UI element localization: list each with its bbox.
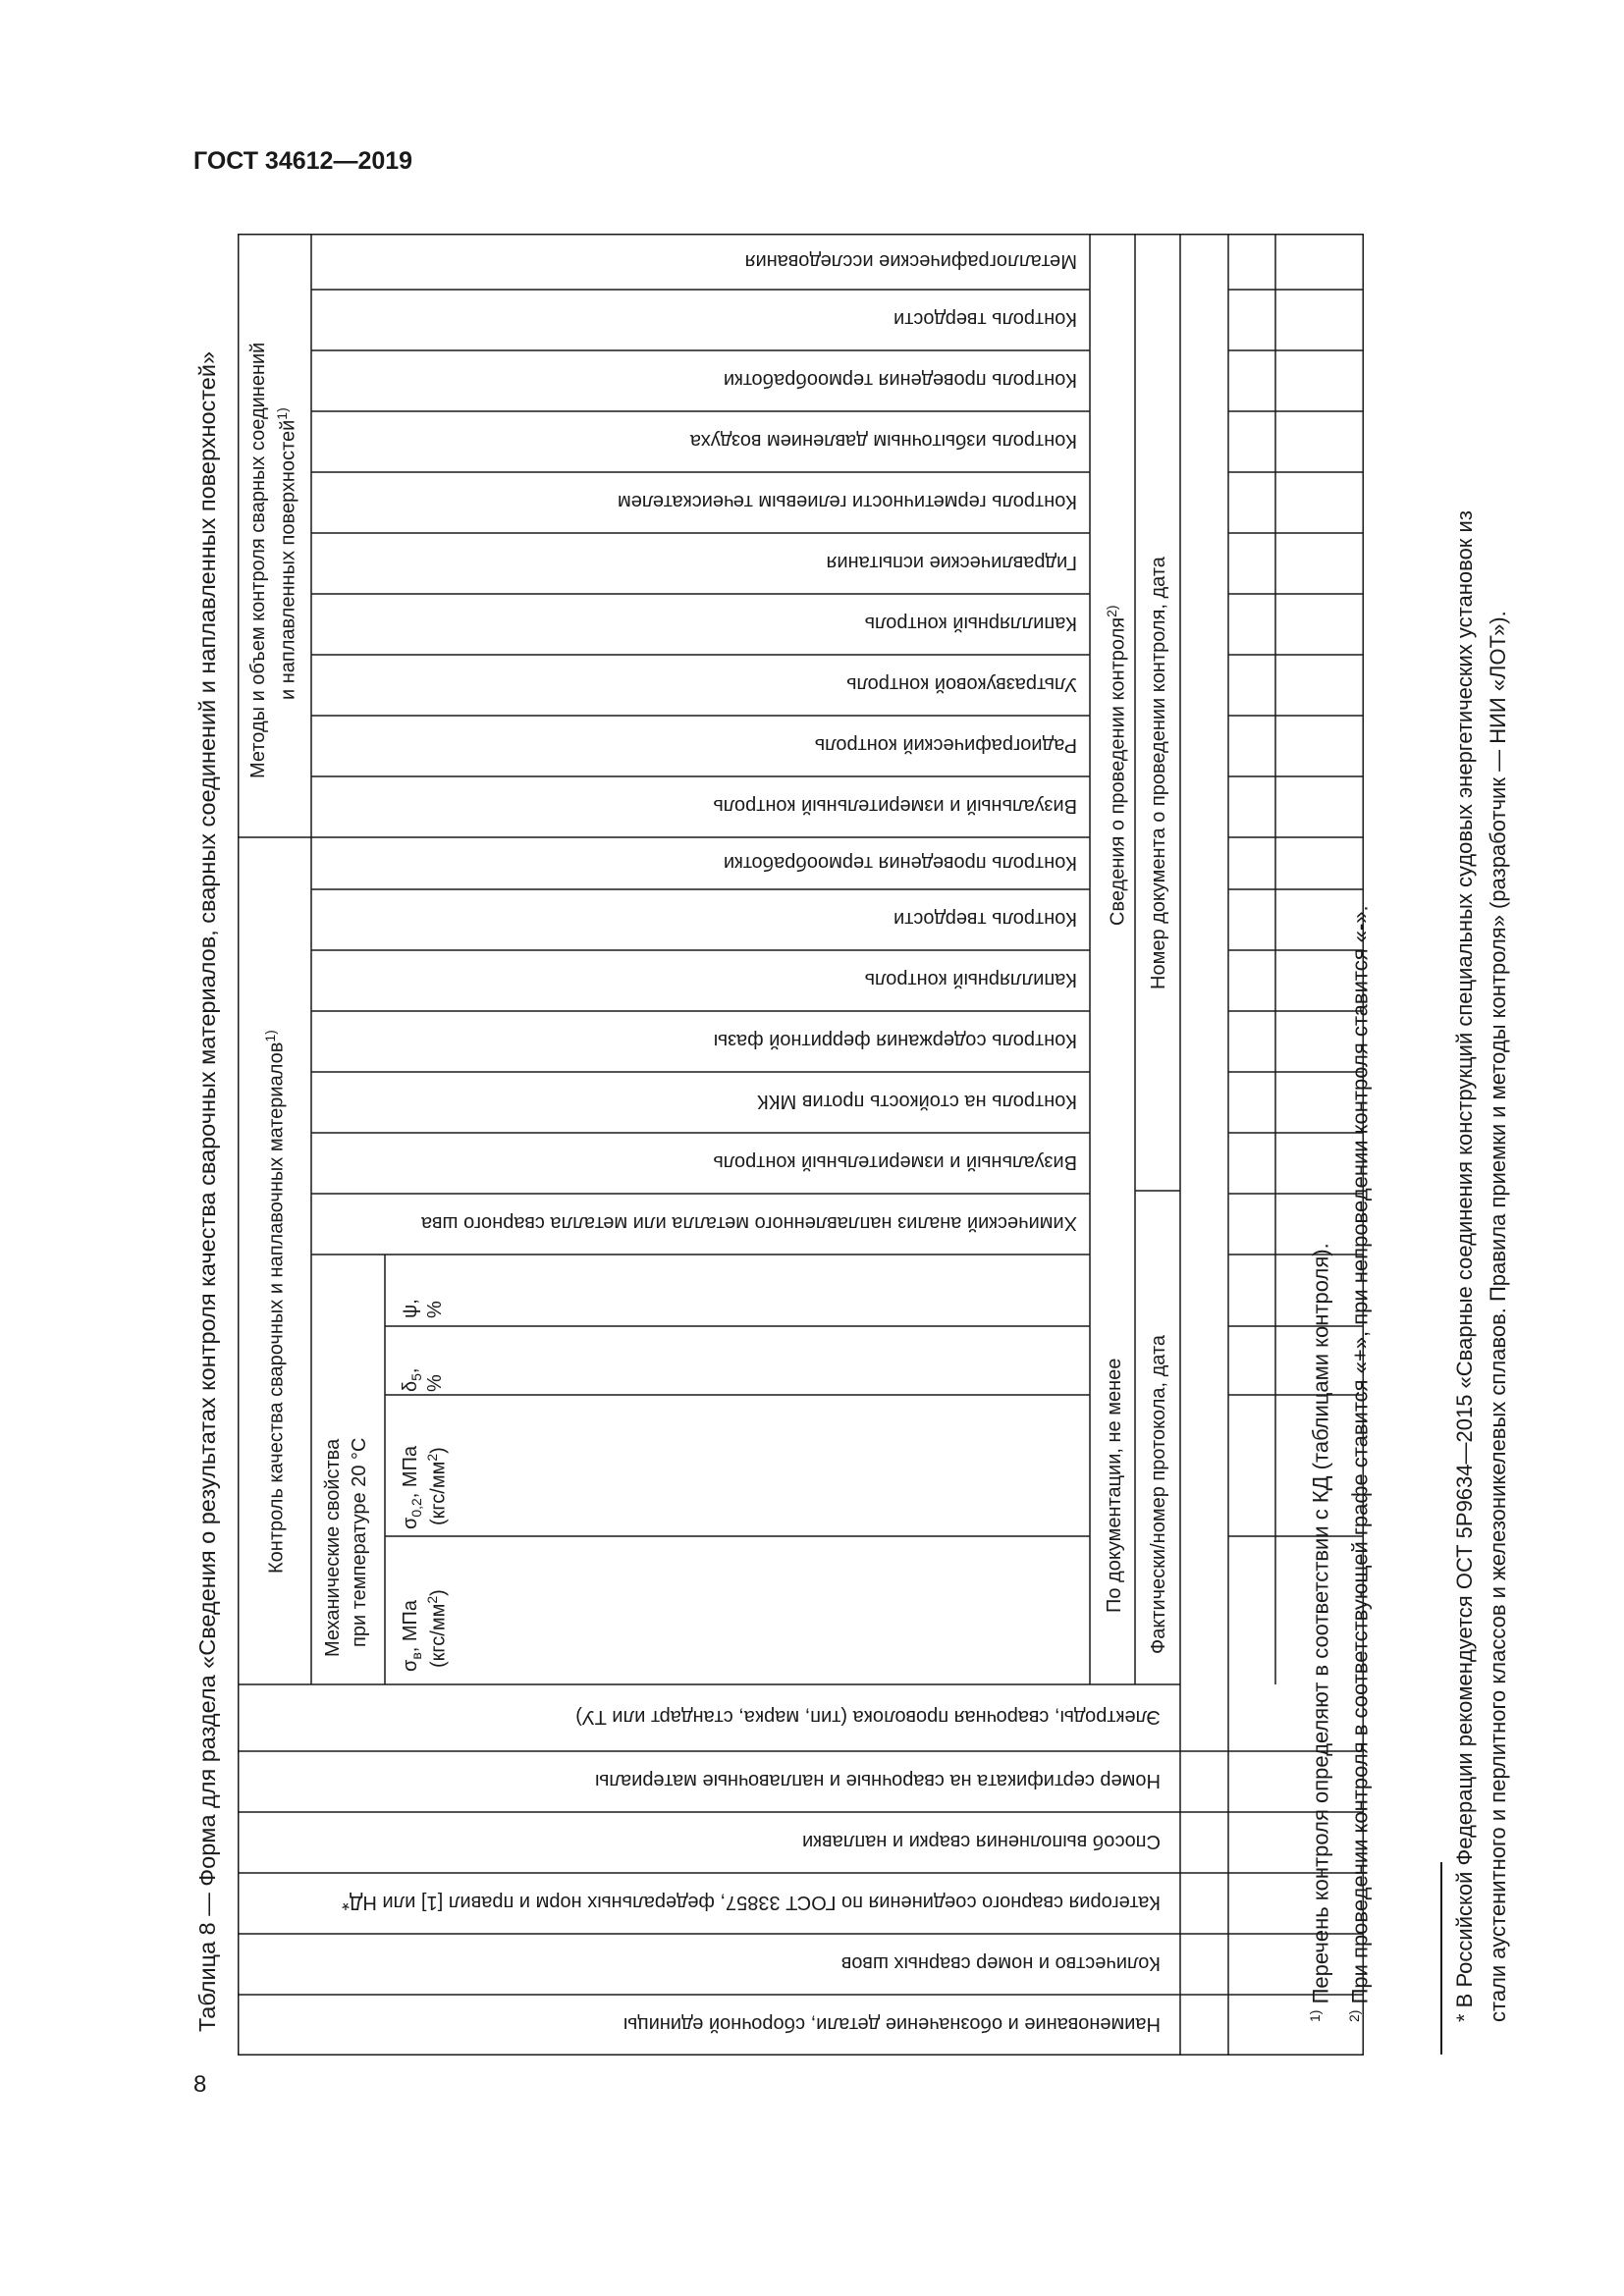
- mech-prop-label: $\sigma_в$, МПа: [400, 1599, 424, 1672]
- bottom-note: * В Российской Федерации рекомендуется ОСТ 5Р9634—2015 «Сварные соединения конструкций специальных судовых энергетических установок из стали аустенитного и перлитного классов и железоникелевых сплавов. Правила приемки и методы контроля» (разработчик — НИИ «ЛОТ»).: [1452, 510, 1510, 2022]
- mech-title-1: Механические свойства: [322, 1438, 344, 1657]
- group2-title-2: и наплавленных поверхностей$^{1)}$: [274, 407, 299, 700]
- group1-item-label: Контроль твердости: [893, 908, 1077, 930]
- group2-item-label: Радиографический контроль: [814, 734, 1077, 756]
- by-docs-label: По документации, не менее: [1104, 1358, 1125, 1613]
- row-header-label: Категория сварного соединения по ГОСТ 33857, федеральных норм и правил [1] или НД*: [342, 1892, 1161, 1913]
- mech-title-2: при температуре 20 °С: [349, 1437, 370, 1647]
- mech-prop-unit: %: [424, 1301, 446, 1318]
- group1-title: Контроль качества сварочных и наплавочных материалов$^{1)}$: [262, 1030, 288, 1574]
- page-number: 8: [193, 2071, 207, 2098]
- group2-item-label: Визуальный и измерительный контроль: [713, 795, 1077, 817]
- group2-item-label: Контроль герметичности гелиевым течеискателем: [617, 491, 1077, 512]
- group2-item-label: Ультразвуковой контроль: [846, 673, 1077, 695]
- row-header-label: Номер сертификата на сварочные и наплавочные материалы: [594, 1770, 1161, 1791]
- mech-prop-unit: $(кгс/мм^2)$: [424, 1589, 450, 1668]
- mech-prop-label: ψ,: [400, 1299, 421, 1318]
- group2-item-label: Контроль проведения термообработки: [723, 369, 1077, 391]
- group1-item-label: Контроль содержания ферритной фазы: [713, 1030, 1077, 1051]
- group2-item-label: Контроль избыточным давлением воздуха: [689, 430, 1077, 452]
- group1-item-label: Капиллярный контроль: [864, 969, 1077, 990]
- group1-item-label: Контроль проведения термообработки: [723, 851, 1077, 874]
- mech-prop-unit: $(кгс/мм^2)$: [424, 1447, 450, 1525]
- actual-label: Фактически/номер протокола, дата: [1148, 1334, 1169, 1654]
- footnote-2: $^{2)}$ При проведении контроля в соответствующей графе ставится «+», при непроведении контроля ставится «-».: [1346, 905, 1373, 2022]
- group1-item-label: Контроль на стойкость против МКК: [757, 1091, 1077, 1112]
- mech-prop-label: $\sigma_{0,2}$, МПа: [400, 1445, 424, 1529]
- doc-number-label: Номер документа о проведении контроля, дата: [1148, 557, 1169, 989]
- row-header-label: Количество и номер сварных швов: [840, 1952, 1161, 1974]
- group1-item-label: Химический анализ наплавленного металла или металла сварного шва: [420, 1212, 1077, 1234]
- group1-item-label: Визуальный и измерительный контроль: [713, 1151, 1077, 1173]
- footnote-1: $^{1)}$ Перечень контроля определяют в соответствии с КД (таблицами контроля).: [1307, 1243, 1333, 2022]
- group2-item-label: Капиллярный контроль: [864, 613, 1077, 634]
- footnotes: [1298, 206, 1378, 2022]
- info-label: Сведения о проведении контроля$^{2)}$: [1104, 605, 1129, 926]
- row-header-label: Способ выполнения сварки и наплавки: [802, 1831, 1161, 1852]
- group2-item-label: Гидравлические испытания: [826, 552, 1077, 573]
- row-header-label: Наименование и обозначение детали, сборочной единицы: [623, 2013, 1161, 2035]
- mech-prop-unit: %: [424, 1374, 446, 1392]
- footnote-divider: [1440, 1862, 1442, 2055]
- mech-prop-label: $\delta_5$,: [400, 1367, 424, 1392]
- group2-item-label: Металлографические исследования: [744, 249, 1077, 272]
- group2-title-1: Методы и объем контроля сварных соединений: [247, 342, 269, 778]
- document-header: ГОСТ 34612—2019: [193, 147, 413, 175]
- table-caption: Таблица 8 — Форма для раздела «Сведения о результатах контроля качества сварочных материалов, сварных соединений и наплавленных поверхностей»: [194, 350, 220, 2032]
- row-header-label: Электроды, сварочная проволока (тип, марка, стандарт или ТУ): [575, 1706, 1161, 1728]
- group2-item-label: Контроль твердости: [893, 308, 1077, 330]
